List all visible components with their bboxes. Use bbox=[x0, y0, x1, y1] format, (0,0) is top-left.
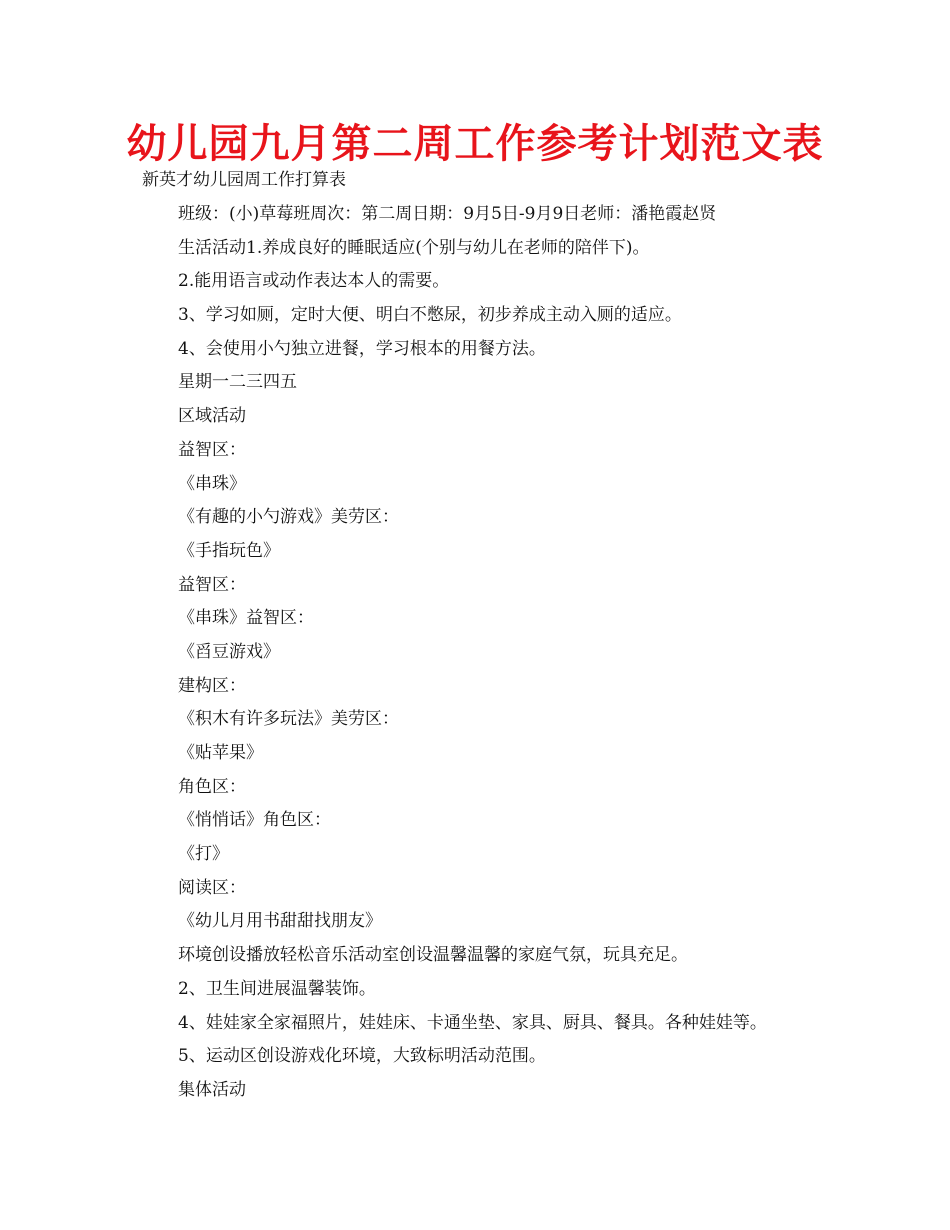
text-line: 《串珠》益智区： bbox=[178, 608, 314, 629]
text-line: 《贴苹果》 bbox=[178, 743, 263, 763]
text-line: 5、运动区创设游戏化环境，大致标明活动范围。 bbox=[178, 1046, 546, 1067]
text-line: 生活活动1.养成良好的睡眠适应(个别与幼儿在老师的陪伴下)。 bbox=[178, 237, 650, 258]
text-line: 角色区： bbox=[178, 776, 246, 797]
text-line: 《悄悄话》角色区： bbox=[178, 810, 331, 831]
text-line: 2.能用语言或动作表达本人的需要。 bbox=[178, 271, 450, 292]
document-body bbox=[178, 198, 878, 1108]
text-line: 《幼儿月用书甜甜找朋友》 bbox=[178, 911, 382, 932]
text-line: 2、卫生间进展温馨装饰。 bbox=[178, 978, 376, 999]
text-line: 《串珠》 bbox=[178, 473, 246, 494]
text-line: 阅读区： bbox=[178, 877, 246, 898]
text-line: 星期一二三四五 bbox=[178, 372, 297, 393]
document-title: 幼儿园九月第二周工作参考计划范文表 bbox=[126, 121, 824, 167]
text-line: 3、学习如厕，定时大便、明白不憋尿，初步养成主动入厕的适应。 bbox=[178, 305, 682, 326]
text-line: 班级：(小)草莓班周次：第二周日期：9月5日-9月9日老师：潘艳霞赵贤 bbox=[178, 204, 717, 224]
text-line: 建构区： bbox=[178, 675, 246, 696]
text-line: 区域活动 bbox=[178, 406, 246, 427]
text-line: 《打》 bbox=[178, 844, 229, 865]
text-line: 《舀豆游戏》 bbox=[178, 641, 280, 662]
document-subtitle: 新英才幼儿园周工作打算表 bbox=[142, 170, 346, 190]
text-line: 环境创设播放轻松音乐活动室创设温馨温馨的家庭气氛，玩具充足。 bbox=[178, 945, 688, 966]
text-line: 4、会使用小勺独立进餐，学习根本的用餐方法。 bbox=[178, 338, 546, 359]
text-line: 4、娃娃家全家福照片，娃娃床、卡通坐垫、家具、厨具、餐具。各种娃娃等。 bbox=[178, 1012, 767, 1033]
text-line: 《有趣的小勺游戏》美劳区： bbox=[178, 507, 399, 528]
text-line: 益智区： bbox=[178, 574, 246, 595]
text-line: 益智区： bbox=[178, 439, 246, 460]
text-line: 《积木有许多玩法》美劳区： bbox=[178, 709, 399, 730]
text-line: 集体活动 bbox=[178, 1079, 246, 1100]
text-line: 《手指玩色》 bbox=[178, 540, 280, 561]
